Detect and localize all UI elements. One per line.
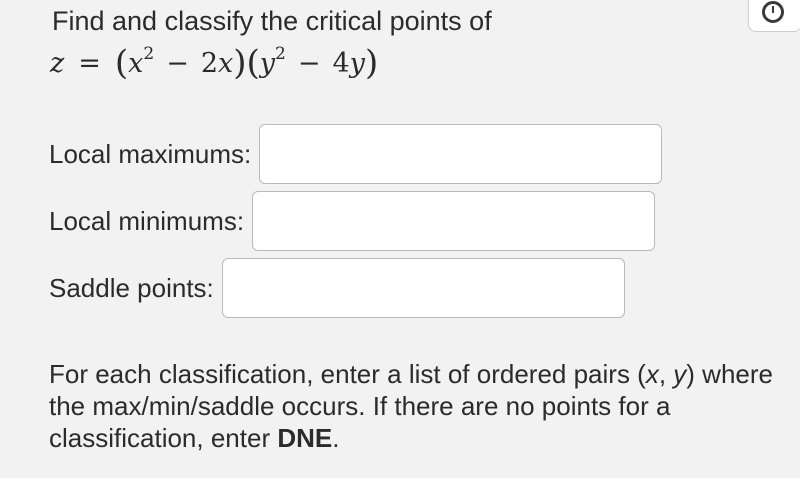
clock-icon (762, 1, 784, 23)
local-max-input[interactable] (259, 124, 662, 184)
formula-y-2: y (349, 48, 365, 79)
paren-open-1: ( (114, 43, 129, 83)
local-max-row (49, 124, 662, 184)
instructions-var-y: y (673, 359, 687, 389)
saddle-label: Saddle points: (49, 273, 214, 303)
local-max-label: Local maximums: (49, 139, 252, 169)
paren-close-2: ) (364, 43, 379, 83)
instructions-part2: ) where the max/min/saddle occurs. If there are no points for a classification, enter (49, 359, 773, 453)
formula-x: x (128, 48, 144, 79)
help-button[interactable] (748, 0, 800, 32)
instructions-part1: For each classification, enter a list of ordered pairs ( (49, 359, 646, 389)
paren-open-2: ( (246, 43, 260, 83)
saddle-input[interactable] (222, 258, 625, 318)
instructions-text (49, 358, 789, 454)
formula-minus-2: − (297, 48, 321, 79)
formula-z: z (50, 48, 65, 79)
instructions-comma: , (658, 359, 674, 389)
formula-exponent-y: 2 (275, 44, 286, 64)
saddle-row (49, 258, 625, 318)
formula-coef-y: 4 (332, 48, 350, 79)
formula-equals: = (78, 48, 101, 79)
dne-keyword: DNE (277, 423, 333, 453)
formula-coef-x: 2 (200, 48, 218, 79)
function-formula (50, 40, 378, 87)
paren-close-1: ) (233, 43, 247, 83)
instructions-var-x: x (645, 359, 659, 389)
local-min-input[interactable] (252, 191, 655, 251)
instructions-period: . (332, 423, 340, 453)
formula-exponent-x: 2 (143, 44, 155, 64)
formula-minus-1: − (166, 48, 189, 79)
local-min-label: Local minimums: (49, 206, 245, 236)
question-title: Find and classify the critical points of (52, 6, 492, 36)
local-min-row (49, 191, 655, 251)
formula-y: y (259, 48, 276, 79)
formula-x-2: x (218, 48, 234, 79)
